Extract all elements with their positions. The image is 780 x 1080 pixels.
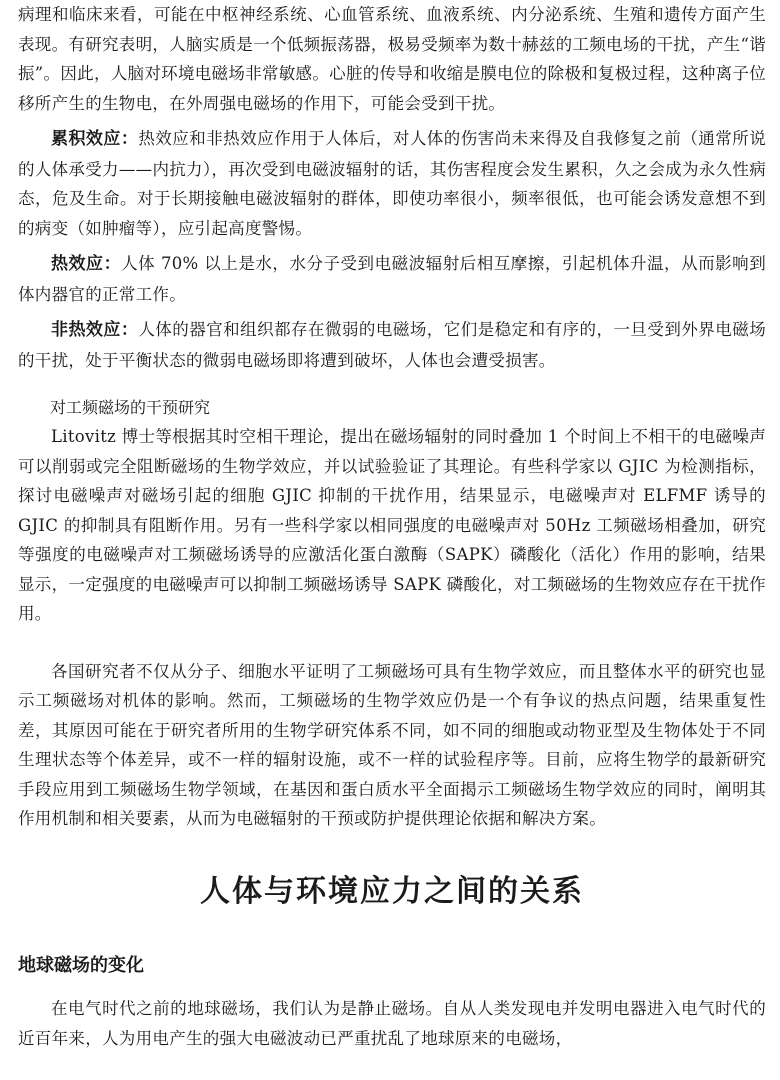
thermal-effect-term: 热效应： bbox=[51, 254, 122, 274]
cumulative-effect-paragraph bbox=[18, 124, 766, 243]
nonthermal-effect-paragraph bbox=[18, 315, 766, 375]
litovitz-paragraph: Litovitz 博士等根据其时空相干理论，提出在磁场辐射的同时叠加 1 个时间上不相干的电磁噪声可以削弱或完全阻断磁场的生物学效应，并以试验验证了其理论。有些科学家以 GJIC 为检测指标，探讨电磁噪声对磁场引起的细胞 GJIC 抑制的干扰作用，结果显示，电磁噪声对 ELFMF 诱导的 GJIC 的抑制具有阻断作用。另有一些科学家以相同强度的电磁噪声对 50Hz 工频磁场相叠加，研究等强度的电磁噪声对工频磁场诱导的应激活化蛋白激酶（SAPK）磷酸化（活化）作用的影响，结果显示，一定强度的电磁噪声可以抑制工频磁场诱导 SAPK 磷酸化，对工频磁场的生物效应存在干扰作用。 bbox=[18, 427, 766, 623]
cumulative-effect-text: 热效应和非热效应作用于人体后，对人体的伤害尚未来得及自我修复之前（通常所说的人体承受力——内抗力），再次受到电磁波辐射的话，其伤害程度会发生累积，久之会成为永久性病态，危及生命。对于长期接触电磁波辐射的群体，即使功率很小，频率很低，也可能会诱发意想不到的病变（如肿瘤等），应引起高度警惕。 bbox=[18, 129, 766, 238]
thermal-effect-paragraph bbox=[18, 249, 766, 309]
intro-paragraph: 病理和临床来看，可能在中枢神经系统、心血管系统、血液系统、内分泌系统、生殖和遗传方面产生表现。有研究表明，人脑实质是一个低频振荡器，极易受频率为数十赫兹的工频电场的干扰，产生“谐振”。因此，人脑对环境电磁场非常敏感。心脏的传导和收缩是膜电位的除极和复极过程，这种离子位移所产生的生物电，在外周强电磁场的作用下，可能会受到干扰。 bbox=[18, 5, 766, 113]
document-page bbox=[18, 0, 766, 1080]
section-paragraph: 在电气时代之前的地球磁场，我们认为是静止磁场。自从人类发现电并发明电器进入电气时代的近百年来，人为用电产生的强大电磁波动已严重扰乱了地球原来的电磁场， bbox=[18, 999, 766, 1048]
section-heading: 地球磁场的变化 bbox=[18, 954, 144, 976]
nonthermal-effect-term: 非热效应： bbox=[51, 320, 139, 340]
thermal-effect-text: 人体 70% 以上是水，水分子受到电磁波辐射后相互摩擦，引起机体升温，从而影响到体内器官的正常工作。 bbox=[18, 254, 766, 304]
nonthermal-effect-text: 人体的器官和组织都存在微弱的电磁场，它们是稳定和有序的，一旦受到外界电磁场的干扰，处于平衡状态的微弱电磁场即将遭到破坏，人体也会遭受损害。 bbox=[18, 320, 766, 370]
chapter-title: 人体与环境应力之间的关系 bbox=[200, 873, 584, 909]
research-paragraph: 各国研究者不仅从分子、细胞水平证明了工频磁场可具有生物学效应，而且整体水平的研究也显示工频磁场对机体的影响。然而，工频磁场的生物学效应仍是一个有争议的热点问题，结果重复性差，其原因可能在于研究者所用的生物学研究体系不同，如不同的细胞或动物亚型及生物体处于不同生理状态等个体差异，或不一样的辐射设施，或不一样的试验程序等。目前，应将生物学的最新研究手段应用到工频磁场生物学领域，在基因和蛋白质水平全面揭示工频磁场生物学效应的同时，阐明其作用机制和相关要素，从而为电磁辐射的干预或防护提供理论依据和解决方案。 bbox=[18, 661, 766, 828]
cumulative-effect-term: 累积效应： bbox=[51, 129, 139, 149]
intervention-subheading: 对工频磁场的干预研究 bbox=[50, 398, 211, 417]
